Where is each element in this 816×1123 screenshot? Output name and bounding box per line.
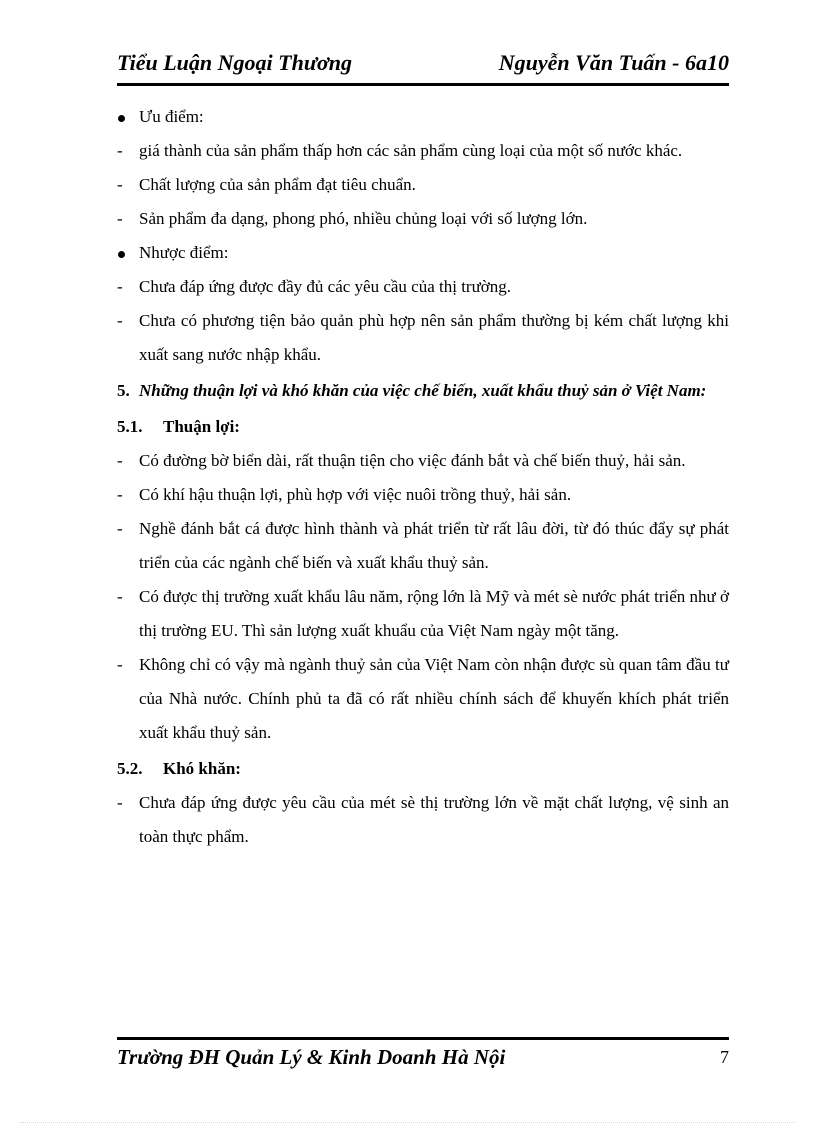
dash-marker: - xyxy=(117,485,123,504)
dash-marker: - xyxy=(117,175,123,194)
header-title: Tiểu Luận Ngoại Thương xyxy=(117,50,353,75)
list-item xyxy=(117,134,729,168)
dash-marker: - xyxy=(117,587,123,606)
list-item-text: Có được thị trường xuất khẩu lâu năm, rộng lớn là Mỹ và mét sè nước phát triển như ở thị trường EU. Thì sản lượng xuất khuẩu của Việt Nam ngày một tăng. xyxy=(139,587,729,640)
dash-marker: - xyxy=(117,311,123,330)
list-item xyxy=(117,270,729,304)
bullet-label: Ưu điểm: xyxy=(139,107,204,126)
dash-marker: - xyxy=(117,277,123,296)
footer-rule xyxy=(117,1037,729,1040)
bullet-disadvantages xyxy=(117,236,729,270)
header-rule xyxy=(117,83,729,86)
list-item xyxy=(117,648,729,750)
bullet-icon xyxy=(118,251,125,258)
list-item xyxy=(117,168,729,202)
list-item-text: Chưa đáp ứng được đầy đủ các yêu cầu của thị trường. xyxy=(139,277,512,296)
list-item-text: Chưa có phương tiện bảo quản phù hợp nên sản phẩm thường bị kém chất lượng khi xuất sang nước nhập khẩu. xyxy=(139,311,729,364)
page-header xyxy=(117,50,729,84)
list-item xyxy=(117,786,729,854)
dash-marker: - xyxy=(117,519,123,538)
section-heading-5-2 xyxy=(117,752,729,786)
section-heading-5-1 xyxy=(117,410,729,444)
page-body xyxy=(117,100,729,854)
list-item-text: Nghề đánh bắt cá được hình thành và phát triển từ rất lâu đời, từ đó thúc đẩy sự phát triển của các ngành chế biến và xuất khẩu thuỷ sản. xyxy=(139,519,729,572)
list-item xyxy=(117,478,729,512)
bullet-label: Nhược điểm: xyxy=(139,243,229,262)
list-item xyxy=(117,512,729,580)
list-item-text: Có khí hậu thuận lợi, phù hợp với việc nuôi trồng thuỷ, hải sản. xyxy=(139,485,572,504)
dash-marker: - xyxy=(117,451,123,470)
dash-marker: - xyxy=(117,209,123,228)
section-number: 5.2. xyxy=(117,759,143,778)
list-item xyxy=(117,580,729,648)
list-item-text: Có đường bờ biển dài, rất thuận tiện cho việc đánh bắt và chế biến thuỷ, hải sản. xyxy=(139,451,686,470)
list-item-text: Sản phẩm đa dạng, phong phó, nhiều chủng loại với số lượng lớn. xyxy=(139,209,588,228)
dash-marker: - xyxy=(117,655,123,674)
section-title: Khó khăn: xyxy=(163,759,241,778)
list-item-text: Chưa đáp ứng được yêu cầu của mét sè thị trường lớn về mặt chất lượng, vệ sinh an toàn thực phẩm. xyxy=(139,793,729,846)
section-heading-5 xyxy=(117,374,729,408)
section-title: Thuận lợi: xyxy=(163,417,240,436)
section-title: Những thuận lợi và khó khăn của việc chế biến, xuất khẩu thuỷ sản ở Việt Nam: xyxy=(139,381,707,400)
bullet-icon xyxy=(118,115,125,122)
page-footer xyxy=(117,1045,729,1075)
list-item xyxy=(117,202,729,236)
list-item-text: Chất lượng của sản phẩm đạt tiêu chuẩn. xyxy=(139,175,416,194)
page-number: 7 xyxy=(720,1047,729,1067)
list-item xyxy=(117,304,729,372)
bullet-advantages xyxy=(117,100,729,134)
dash-marker: - xyxy=(117,141,123,160)
list-item xyxy=(117,444,729,478)
footer-school: Trường ĐH Quản Lý & Kinh Doanh Hà Nội xyxy=(117,1045,506,1069)
header-author: Nguyễn Văn Tuấn - 6a10 xyxy=(498,50,729,75)
section-number: 5. xyxy=(117,381,130,400)
list-item-text: Không chỉ có vậy mà ngành thuỷ sản của Việt Nam còn nhận được sù quan tâm đầu tư của Nhà nước. Chính phủ ta đã có rất nhiều chính sách để khuyến khích phát triển xuất khẩu thuỷ sản. xyxy=(139,655,729,742)
dash-marker: - xyxy=(117,793,123,812)
list-item-text: giá thành của sản phẩm thấp hơn các sản phẩm cùng loại của một số nước khác. xyxy=(139,141,683,160)
section-number: 5.1. xyxy=(117,417,143,436)
